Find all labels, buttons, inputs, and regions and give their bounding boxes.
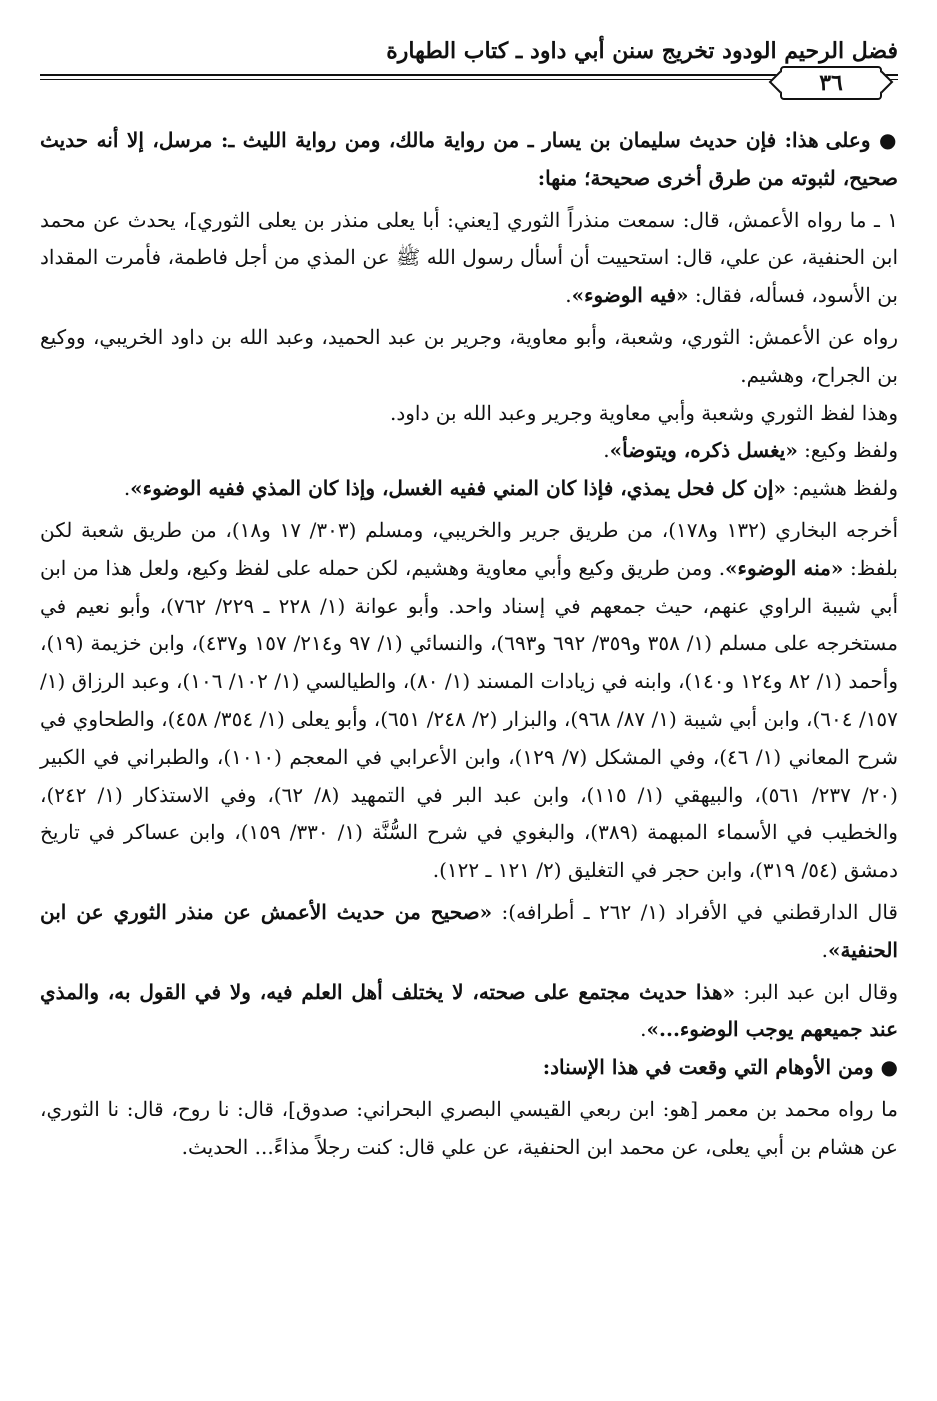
text-run: ولفظ هشيم: [785,476,898,501]
text-run: . [821,937,829,962]
text-run: قال الدارقطني في الأفراد (١/ ٢٦٢ ـ أطرافه): [492,899,898,924]
paragraph [40,470,898,508]
paragraph [40,395,898,433]
running-title: فضل الرحيم الودود تخريج سنن أبي داود ـ كتاب الطهارة [386,38,898,64]
text-run: ومن الأوهام التي وقعت في هذا الإسناد: [542,1055,874,1080]
text-run: رواه عن الأعمش: الثوري، وشعبة، وأبو معاوية، وجرير بن عبد الحميد، وعبد الله بن داود الخريبي، ووكيع بن الجراح، وهشيم. [40,324,898,387]
paragraph [40,122,898,198]
text-run: . ومن طريق وكيع وأبي معاوية وهشيم، لكن حمله على لفظ وكيع، ولعل هذا من ابن أبي شيبة الراوي عنهم، حيث جمعهم في إسناد واحد. وأبو عوانة (١/ ٢٢٨ ـ ٢٢٩/ ٧٦٢)، وأبو نعيم في مستخرجه على مسلم (١/ ٣٥٨ و٣٥٩/ ٦٩٢ و٦٩٣)، والنسائي (١/ ٩٧ و٢١٤/ ١٥٧ و٤٣٧)، وابن خزيمة (١٩)، وأحمد (١/ ٨٢ و١٢٤ و١٤٠)، وابنه في زيادات المسند (١/ ٨٠)، والطيالسي (١/ ١٠٢/ ١٠٦)، وعبد الرزاق (١/ ١٥٧/ ٦٠٤)، وابن أبي شيبة (١/ ٨٧/ ٩٦٨)، والبزار (٢/ ٢٤٨/ ٦٥١)، وأبو يعلى (١/ ٣٥٤/ ٤٥٨)، والطحاوي في شرح المعاني (١/ ٤٦)، وفي المشكل (٧/ ١٢٩)، وابن الأعرابي في المعجم (١٠١٠)، والطبراني في الكبير (٢٠/ ٢٣٧/ ٥٦١)، والبيهقي (١/ ١١٥)، وابن عبد البر في التمهيد (٨/ ٦٢)، وفي الاستذكار (١/ ٢٤٢)، والخطيب في الأسماء المبهمة (٣٨٩)، والبغوي في شرح السُّنَّة (١/ ٣٣٠/ ١٥٩)، وابن عساكر في تاريخ دمشق (٥٤/ ٣١٩)، وابن حجر في التغليق (٢/ ١٢١ ـ ١٢٢). [40,555,898,883]
paragraph [40,432,898,470]
paragraph [40,974,898,1050]
text-run: ما رواه محمد بن معمر [هو: ابن ربعي القيسي البصري البحراني: صدوق]، قال: نا روح، قال: نا الثوري، عن هشام بن أبي يعلى، عن محمد ابن الحنفية، عن علي قال: كنت رجلاً مذاءً... الحديث. [40,1096,898,1159]
main-text [40,122,898,1372]
paragraph [40,894,898,970]
page-number: ٣٦ [819,70,843,96]
text-run: ولفظ وكيع: [797,438,898,463]
paragraph [40,512,898,890]
page-number-box [780,66,882,100]
text-run: وقال ابن عبد البر: [735,979,899,1004]
text-run: وعلى هذا: فإن حديث سليمان بن يسار ـ من رواية مالك، ومن رواية الليث ـ: مرسل، إلا أنه حديث صحيح، لثبوته من طرق أخرى صحيحة؛ منها: [40,128,898,190]
text-run: وهذا لفظ الثوري وشعبة وأبي معاوية وجرير وعبد الله بن داود. [390,400,898,425]
paragraph [40,1049,898,1087]
paragraph [40,202,898,315]
bullet-icon: ● [870,128,898,152]
text-run: «يغسل ذكره، ويتوضأ» [609,438,798,463]
text-run: . [640,1017,647,1042]
text-run: «هذا حديث مجتمع على صحته، لا يختلف أهل العلم فيه، ولا في القول به، والمذي عند جميعهم يوجب الوضوء...» [40,979,898,1042]
text-run: «منه الوضوء» [725,555,844,580]
header-rule [40,74,898,76]
text-run: «إن كل فحل يمذي، فإذا كان المني ففيه الغسل، وإذا كان المذي ففيه الوضوء» [130,476,786,501]
text-run: . [603,438,610,463]
page-header [40,38,898,118]
text-run: . [123,476,131,501]
paragraph [40,319,898,395]
text-run: ١ ـ ما رواه الأعمش، قال: سمعت منذراً الثوري [يعني: أبا يعلى منذر بن يعلى الثوري]، يحدث عن محمد ابن الحنفية، عن علي، قال: استحييت أن أسأل رسول الله ﷺ عن المذي من أجل فاطمة، فأمرت المقداد بن الأسود، فسأله، فقال: [40,207,898,308]
text-run: . [565,283,572,308]
bullet-icon: ● [873,1055,898,1080]
paragraph [40,1091,898,1167]
text-run: «فيه الوضوء» [571,283,689,308]
text-run: «صحيح من حديث الأعمش عن منذر الثوري عن ابن الحنفية» [40,899,898,962]
text-run: أخرجه البخاري (١٣٢ و١٧٨)، من طريق جرير والخريبي، ومسلم (٣٠٣/ ١٧ و١٨)، من طريق شعبة لكن بلفظ: [40,517,899,580]
